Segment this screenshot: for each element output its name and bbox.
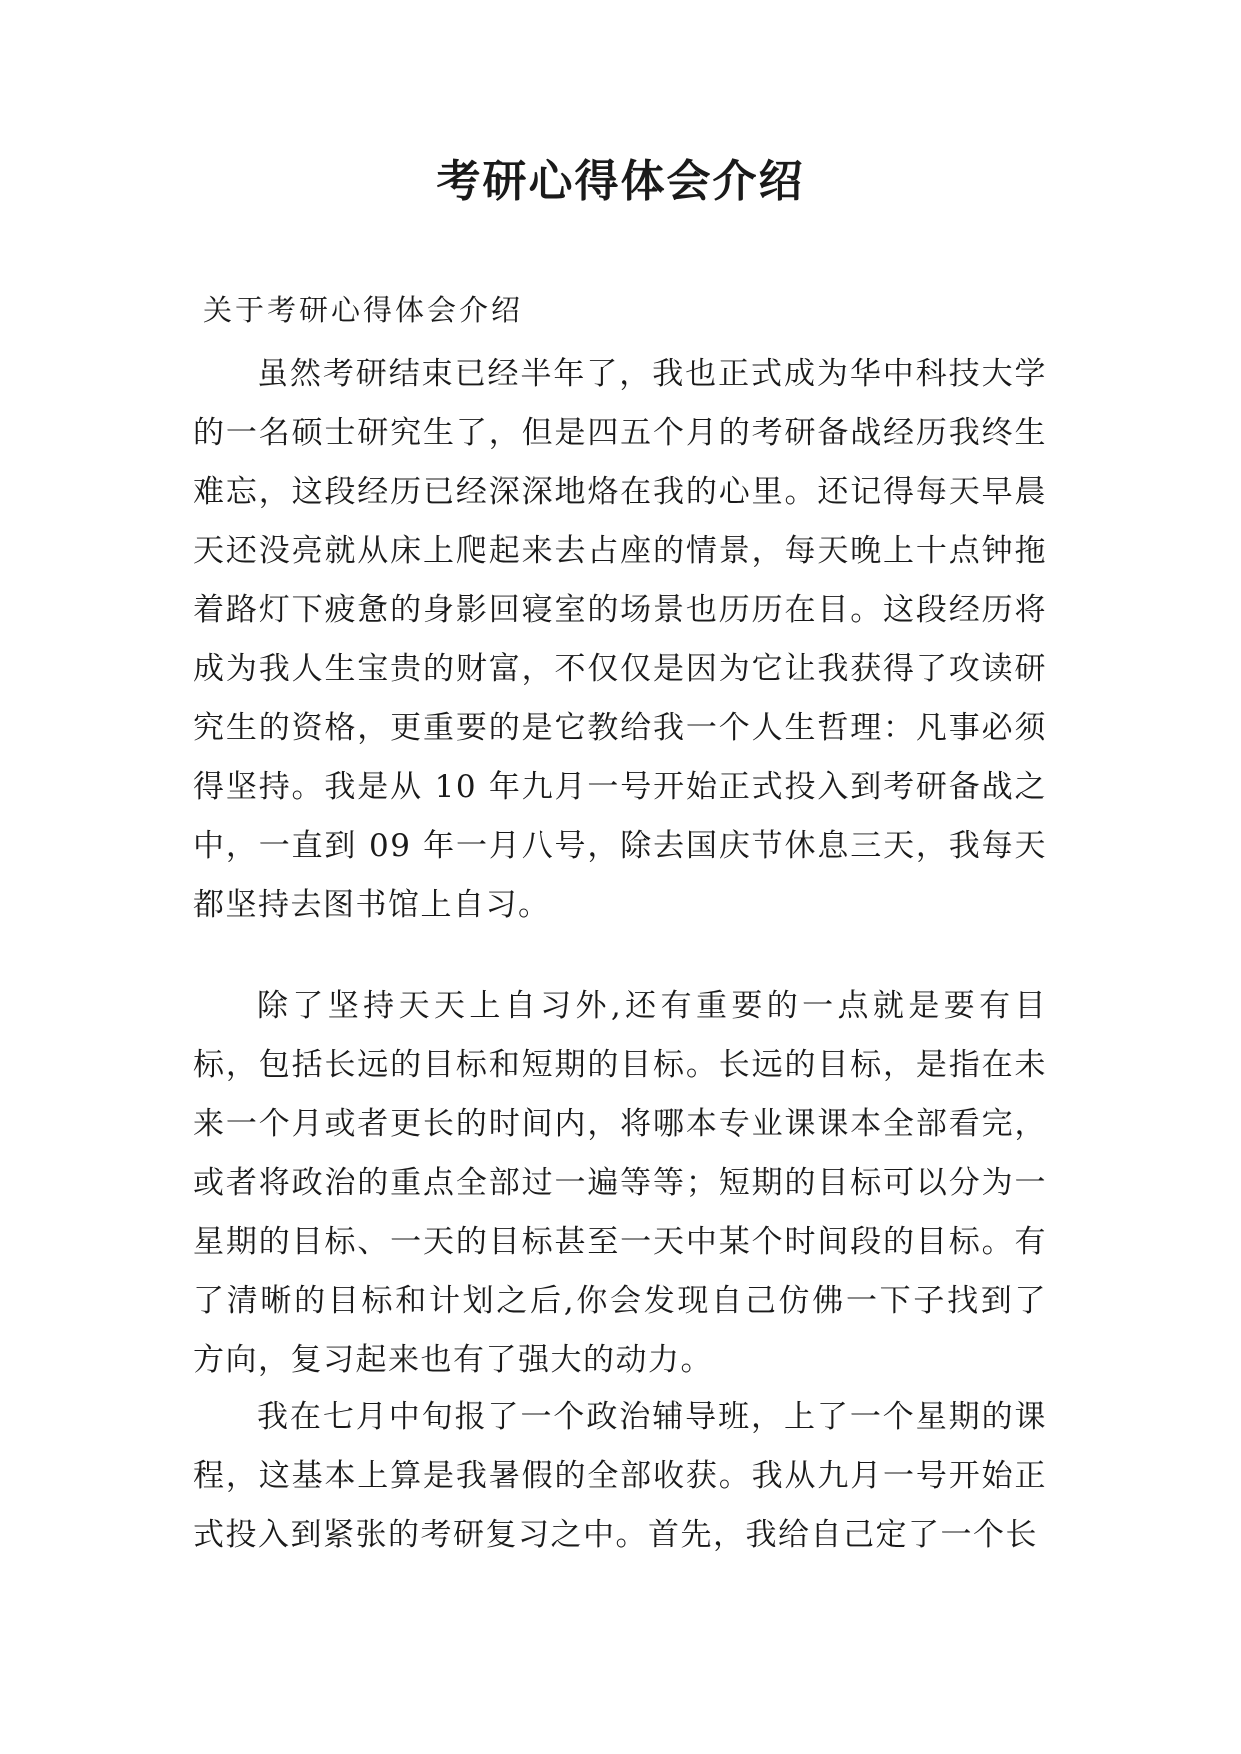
document-title: 考研心得体会介绍 bbox=[436, 156, 805, 207]
document-subtitle: 关于考研心得体会介绍 bbox=[203, 293, 524, 327]
body-paragraph: 除了坚持天天上自习外,还有重要的一点就是要有目标，包括长远的目标和短期的目标。长远的目标，是指在未来一个月或者更长的时间内，将哪本专业课课本全部看完，或者将政治的重点全部过一遍等等；短期的目标可以分为一星期的目标、一天的目标甚至一天中某个时间段的目标。有了清晰的目标和计划之后,你会发现自己仿佛一下子找到了方向，复习起来也有了强大的动力。 bbox=[193, 988, 1047, 1378]
body-paragraph: 虽然考研结束已经半年了，我也正式成为华中科技大学的一名硕士研究生了，但是四五个月的考研备战经历我终生难忘，这段经历已经深深地烙在我的心里。还记得每天早晨天还没亮就从床上爬起来去占座的情景，每天晚上十点钟拖着路灯下疲惫的身影回寝室的场景也历历在目。这段经历将成为我人生宝贵的财富，不仅仅是因为它让我获得了攻读研究生的资格，更重要的是它教给我一个人生哲理：凡事必须得坚持。我是从 10 年九月一号开始正式投入到考研备战之中，一直到 09 年一月八号，除去国庆节休息三天，我每天都坚持去图书馆上自习。 bbox=[193, 356, 1047, 923]
body-paragraph: 我在七月中旬报了一个政治辅导班，上了一个星期的课程，这基本上算是我暑假的全部收获。我从九月一号开始正式投入到紧张的考研复习之中。首先，我给自己定了一个长 bbox=[193, 1399, 1047, 1553]
